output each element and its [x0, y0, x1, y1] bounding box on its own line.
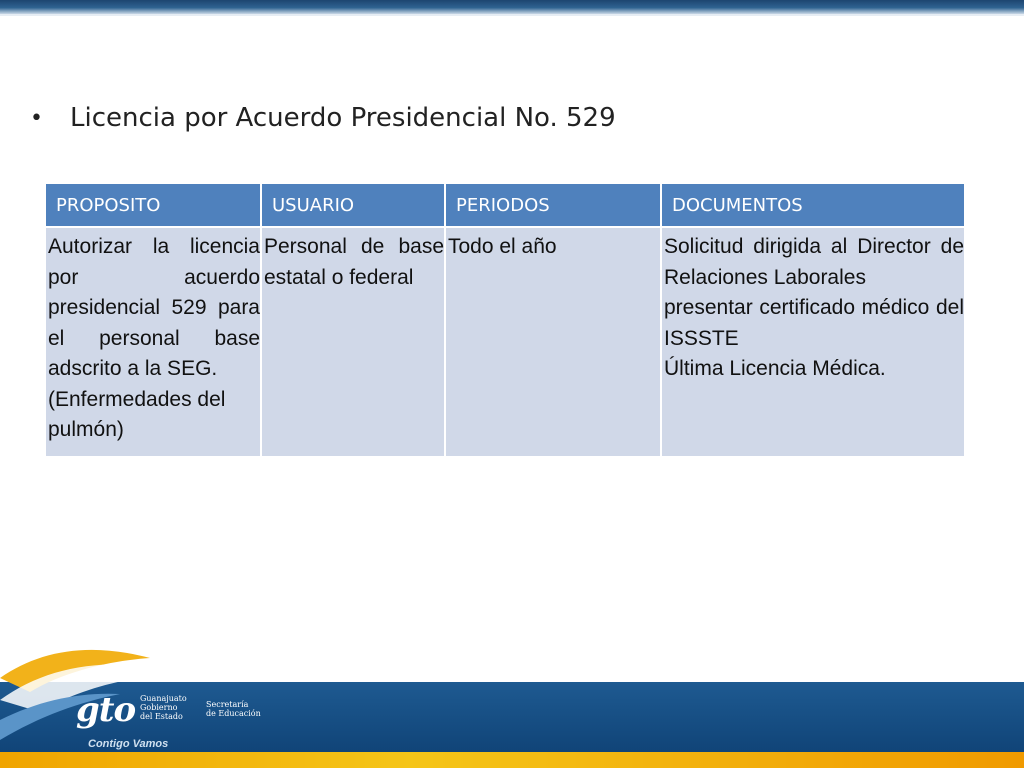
header-periodos: PERIODOS: [445, 183, 661, 227]
gto-logo: gto: [76, 690, 136, 730]
bullet-icon: •: [30, 105, 43, 131]
usuario-text: Personal de base estatal o federal: [264, 235, 444, 289]
documentos-line-1: Solicitud dirigida al Director de Relaciones Laborales: [664, 235, 964, 289]
cell-periodos: [445, 227, 661, 457]
license-table-container: [44, 182, 964, 458]
table-header-row: [45, 183, 965, 227]
periodos-text: Todo el año: [448, 235, 557, 258]
slogan: Contigo Vamos: [88, 738, 169, 750]
table-row: [45, 227, 965, 457]
documentos-line-2: presentar certificado médico del ISSSTE: [664, 296, 964, 350]
header-proposito: PROPOSITO: [45, 183, 261, 227]
header-usuario: USUARIO: [261, 183, 445, 227]
slide-bullet: [30, 98, 616, 138]
top-header-bar: [0, 0, 1024, 14]
documentos-line-3: Última Licencia Médica.: [664, 357, 886, 380]
slide-title: Licencia por Acuerdo Presidencial No. 529: [70, 103, 616, 133]
gov-label: Guanajuato Gobierno del Estado: [140, 694, 187, 721]
proposito-text: Autorizar la licencia por acuerdo presidencial 529 para el personal base adscrito a la SEG.: [48, 235, 260, 380]
cell-documentos: [661, 227, 965, 457]
license-table: [44, 182, 966, 458]
proposito-note: (Enfermedades del pulmón): [48, 387, 226, 441]
secretaria-label: Secretaría de Educación: [206, 700, 261, 718]
cell-usuario: [261, 227, 445, 457]
header-documentos: DOCUMENTOS: [661, 183, 965, 227]
cell-proposito: [45, 227, 261, 457]
